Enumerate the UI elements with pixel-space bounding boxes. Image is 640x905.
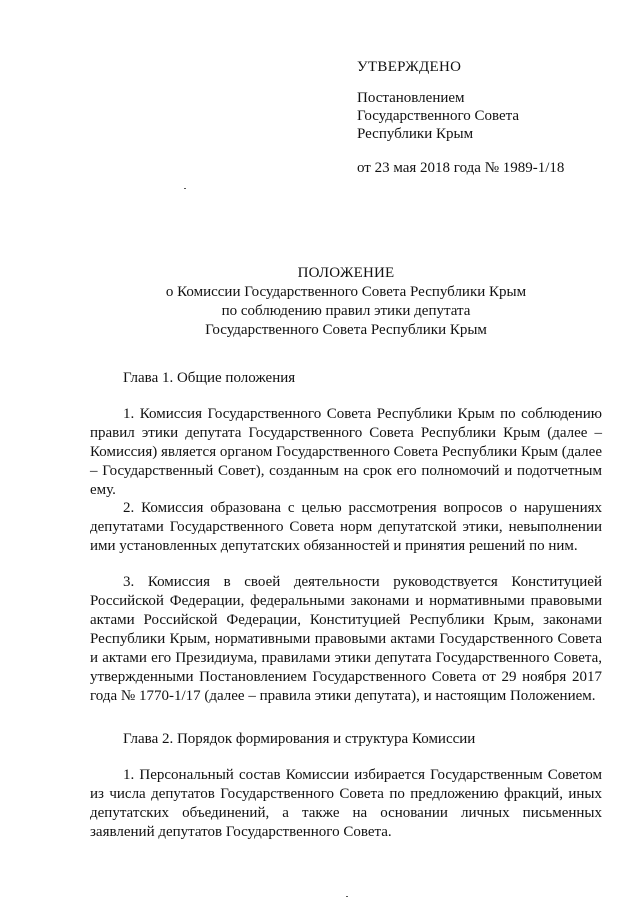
- chapter-1-paragraph-3: 3. Комиссия в своей деятельности руководствуется Конституцией Российской Федерации, федеральными законами и нормативными правовыми актами Российской Федерации, Конституцией Республики Крым, законами Республики Крым, нормативными правовыми актами Государственного Совета и актами его Президиума, правилами этики депутата Государственного Совета, утвержденными Постановлением Государственного Совета от 29 ноября 2017 года № 1770-1/17 (далее – правила этики депутата), и настоящим Положением.: [90, 574, 602, 704]
- chapter-2-heading: Глава 2. Порядок формирования и структура Комиссии: [123, 731, 476, 747]
- approval-line-1: Постановлением: [357, 90, 465, 106]
- document-title: ПОЛОЖЕНИЕ: [297, 265, 395, 281]
- scan-speck: [184, 188, 186, 189]
- chapter-2-paragraph-1: 1. Персональный состав Комиссии избирается Государственным Советом из числа депутатов Государственного Совета по предложению фракций, иных депутатских объединений, а также на основании личных письменных заявлений депутатов Государственного Совета.: [90, 767, 602, 840]
- approval-date: от 23 мая 2018 года № 1989-1/18: [357, 160, 565, 176]
- approval-block: [357, 58, 617, 177]
- document-subtitle-line-3: Государственного Совета Республики Крым: [205, 322, 487, 338]
- approval-line-3: Республики Крым: [357, 126, 474, 142]
- chapter-1-heading: Глава 1. Общие положения: [123, 370, 296, 386]
- document-subtitle-line-1: о Комиссии Государственного Совета Республики Крым: [165, 284, 527, 300]
- chapter-1-paragraph-1: 1. Комиссия Государственного Совета Республики Крым по соблюдению правил этики депутата Государственного Совета Республики Крым (далее – Комиссия) является органом Государственного Совета Республики Крым (далее – Государственный Совет), созданным на срок его полномочий и подотчетным ему.: [90, 406, 602, 498]
- chapter-1-paragraph-2: 2. Комиссия образована с целью рассмотрения вопросов о нарушениях депутатами Государственного Совета норм депутатской этики, невыполнении ими установленных депутатских обязанностей и принятия решений по ним.: [90, 500, 602, 554]
- approval-line-2: Государственного Совета: [357, 108, 520, 124]
- document-title-block: [90, 264, 602, 340]
- scan-speck: [346, 896, 348, 897]
- approval-heading: УТВЕРЖДЕНО: [357, 59, 462, 75]
- document-subtitle-line-2: по соблюдению правил этики депутата: [221, 303, 471, 319]
